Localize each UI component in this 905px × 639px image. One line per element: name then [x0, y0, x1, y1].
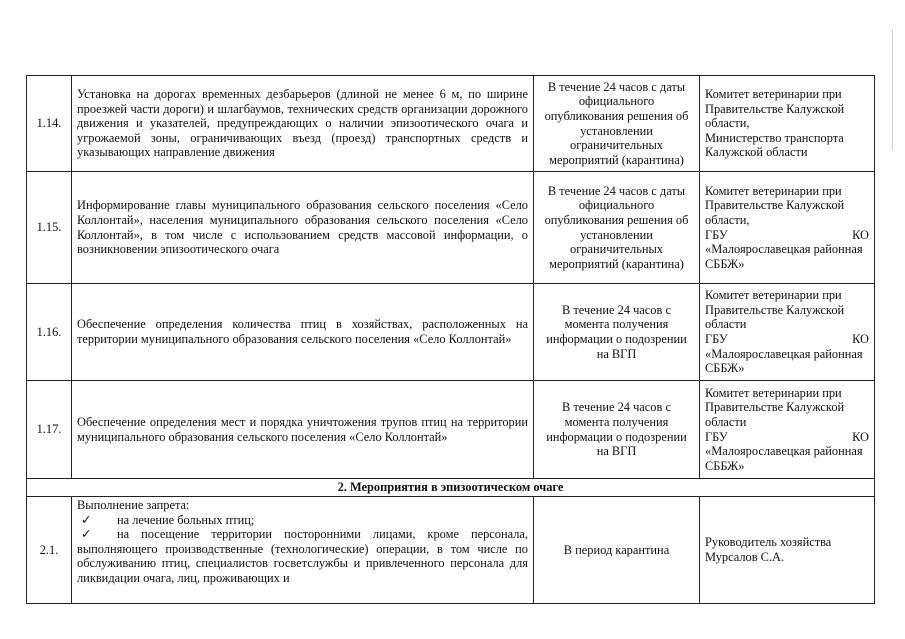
table-row	[27, 76, 875, 172]
gbu-label: ГБУ	[705, 332, 728, 346]
check-list-item	[77, 527, 528, 585]
checkmark-icon: ✓	[81, 527, 92, 542]
checkmark-icon: ✓	[81, 512, 92, 527]
scan-edge-line	[892, 30, 893, 150]
responsible-cell	[700, 76, 875, 172]
ko-label: КО	[852, 429, 869, 444]
responsible-line: Комитет ветеринарии при Правительстве Калужской области	[705, 385, 845, 429]
row-number: 1.17.	[27, 381, 72, 479]
responsible-line: «Малоярославецкая районная СББЖ»	[705, 444, 863, 473]
responsible-line: Комитет ветеринарии при Правительстве Калужской области,	[705, 87, 845, 131]
term-cell: В течение 24 часов с даты официального опубликования решения об установлении ограничительных мероприятий (карантина)	[534, 172, 700, 284]
responsible-gbu-row	[705, 332, 869, 347]
responsible-line: «Малоярославецкая районная СББЖ»	[705, 242, 863, 271]
check-item-text: на лечение больных птиц;	[117, 512, 255, 527]
row-number: 2.1.	[27, 497, 72, 604]
term-cell: В течение 24 часов с момента получения информации о подозрении на ВГП	[534, 284, 700, 381]
responsible-line: «Малоярославецкая районная СББЖ»	[705, 346, 863, 376]
responsible-cell: Руководитель хозяйства Мурсалов С.А.	[700, 497, 875, 604]
table-row	[27, 381, 875, 479]
activity-content	[77, 498, 528, 602]
activity-cell	[72, 497, 534, 604]
responsible-cell	[700, 172, 875, 284]
measures-table	[26, 75, 875, 604]
ko-label: КО	[852, 227, 869, 242]
row-number: 1.15.	[27, 172, 72, 284]
gbu-label: ГБУ	[705, 429, 728, 444]
table-row	[27, 497, 875, 604]
term-cell: В течение 24 часов с момента получения информации о подозрении на ВГП	[534, 381, 700, 479]
activity-cell: Информирование главы муниципального образования сельского поселения «Село Коллонтай», населения муниципального образования сельского поселения «Село Коллонтай», в том числе с использованием средств массовой информации, о возникновении эпизоотического очага	[72, 172, 534, 284]
row-number: 1.16.	[27, 284, 72, 381]
activity-intro: Выполнение запрета:	[77, 498, 190, 512]
activity-cell: Обеспечение определения мест и порядка уничтожения трупов птиц на территории муниципального образования сельского поселения «Село Коллонтай»	[72, 381, 534, 479]
row-number: 1.14.	[27, 76, 72, 172]
responsible-cell	[700, 284, 875, 381]
table-row	[27, 284, 875, 381]
section-header-row	[27, 479, 875, 497]
responsible-gbu-row	[705, 228, 869, 243]
responsible-gbu-row	[705, 430, 869, 445]
check-item-text: на посещение территории посторонними лицами, кроме персонала, выполняющего производственные (технологические) операции, в том числе по обслуживанию птиц, специалистов госветслужбы и привлеченного персонала для ликвидации очага, лиц, проживающих и	[77, 527, 528, 585]
responsible-line: Комитет ветеринарии при Правительстве Калужской области	[705, 288, 845, 332]
responsible-line: Комитет ветеринарии при Правительстве Калужской области,	[705, 183, 845, 227]
section-title: 2. Мероприятия в эпизоотическом очаге	[27, 479, 875, 497]
activity-cell: Установка на дорогах временных дезбарьеров (длиной не менее 6 м, по ширине проезжей части дороги) и шлагбаумов, технических средств организации дорожного движения и указателей, предупреждающих о наличии эпизоотического очага и угрожаемой зоны, ограничивающих въезд (проезд) транспортных средств и указывающих направление движения	[72, 76, 534, 172]
responsible-line: Министерство транспорта Калужской области	[705, 130, 844, 160]
term-cell: В течение 24 часов с даты официального опубликования решения об установлении ограничительных мероприятий (карантина)	[534, 76, 700, 172]
table-row	[27, 172, 875, 284]
check-list-item	[77, 513, 528, 528]
ko-label: КО	[852, 332, 869, 346]
term-cell: В период карантина	[534, 497, 700, 604]
activity-cell: Обеспечение определения количества птиц в хозяйствах, расположенных на территории муниципального образования сельского поселения «Село Коллонтай»	[72, 284, 534, 381]
responsible-cell	[700, 381, 875, 479]
gbu-label: ГБУ	[705, 227, 728, 242]
